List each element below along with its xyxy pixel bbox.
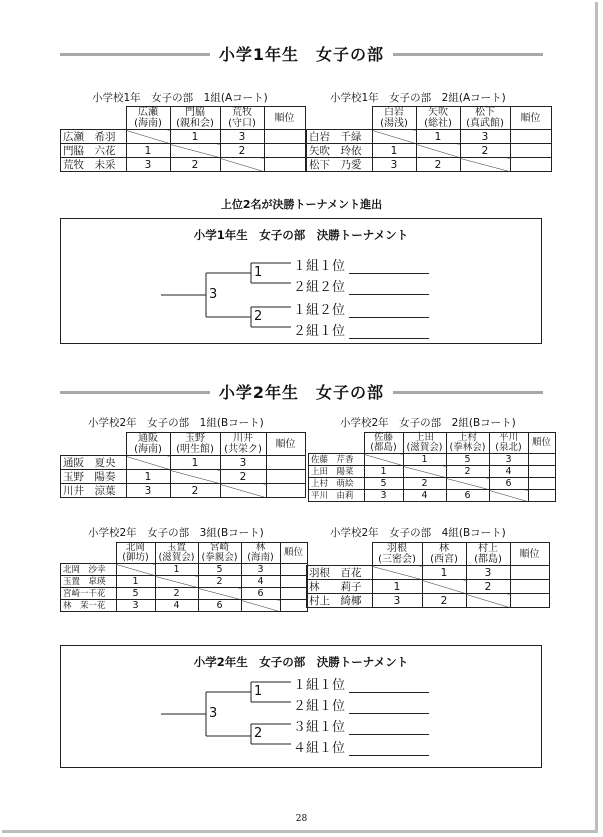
rank-cell bbox=[528, 478, 555, 490]
s2-group4-table bbox=[306, 542, 550, 608]
bracket-node: 1 bbox=[254, 684, 263, 699]
section-2-title: 小学2年生 女子の部 bbox=[218, 383, 385, 402]
col-header: 羽根 (三密会) bbox=[372, 543, 422, 566]
player-name: 上田 陽菜 bbox=[309, 466, 365, 478]
diag-cell bbox=[126, 456, 170, 470]
rank-header: 順位 bbox=[266, 433, 305, 456]
score-cell: 3 bbox=[460, 130, 510, 144]
score-cell: 3 bbox=[372, 158, 416, 172]
score-cell: 2 bbox=[170, 484, 220, 498]
diag-cell bbox=[446, 478, 489, 490]
score-cell: 6 bbox=[489, 478, 528, 490]
section-2-header bbox=[0, 380, 603, 404]
rank-cell bbox=[264, 130, 305, 144]
rank-cell bbox=[510, 566, 549, 580]
s2-group1-table bbox=[60, 432, 306, 498]
rank-cell bbox=[280, 600, 307, 612]
score-cell: 2 bbox=[220, 470, 266, 484]
s2-group3-title: 小学校2年 女子の部 3組(Bコート) bbox=[88, 527, 264, 539]
player-name: 林 莉子 bbox=[307, 580, 373, 594]
score-cell: 3 bbox=[466, 566, 510, 580]
score-cell: 3 bbox=[241, 564, 280, 576]
s1-group2-title: 小学校1年 女子の部 2組(Aコート) bbox=[330, 92, 506, 104]
s1-group1-table bbox=[60, 106, 306, 172]
player-name: 矢吹 玲依 bbox=[307, 144, 373, 158]
score-cell: 2 bbox=[460, 144, 510, 158]
col-header: 宮崎 (拳親会) bbox=[198, 543, 241, 564]
score-cell: 3 bbox=[364, 490, 403, 502]
diag-cell bbox=[241, 600, 280, 612]
score-cell: 3 bbox=[126, 484, 170, 498]
score-cell: 1 bbox=[422, 566, 466, 580]
col-header: 白岩 (湯浅) bbox=[372, 107, 416, 130]
player-name: 平川 由莉 bbox=[309, 490, 365, 502]
score-cell: 3 bbox=[372, 594, 422, 608]
diag-cell bbox=[372, 130, 416, 144]
player-name: 通阪 夏央 bbox=[61, 456, 127, 470]
score-cell: 2 bbox=[466, 580, 510, 594]
player-name: 上村 萌絵 bbox=[309, 478, 365, 490]
score-cell: 6 bbox=[446, 490, 489, 502]
player-name: 佐藤 芹香 bbox=[309, 454, 365, 466]
score-cell: 2 bbox=[198, 576, 241, 588]
score-cell: 2 bbox=[422, 594, 466, 608]
score-cell: 2 bbox=[403, 478, 446, 490]
bracket-slot: １組１位 bbox=[293, 255, 429, 274]
diag-cell bbox=[220, 484, 266, 498]
col-header: 玉置 (滋賀会) bbox=[155, 543, 198, 564]
corner-cell bbox=[307, 543, 373, 566]
score-cell: 1 bbox=[372, 144, 416, 158]
player-name: 松下 乃愛 bbox=[307, 158, 373, 172]
score-cell: 4 bbox=[241, 576, 280, 588]
rank-cell bbox=[528, 466, 555, 478]
bracket-node: 2 bbox=[254, 309, 263, 324]
rank-cell bbox=[266, 470, 305, 484]
rank-header: 順位 bbox=[264, 107, 305, 130]
score-cell: 2 bbox=[155, 588, 198, 600]
score-cell: 1 bbox=[170, 456, 220, 470]
col-header: 佐藤 (都島) bbox=[364, 433, 403, 454]
col-header: 村上 (都島) bbox=[466, 543, 510, 566]
score-cell: 3 bbox=[220, 456, 266, 470]
score-cell: 1 bbox=[403, 454, 446, 466]
score-cell: 1 bbox=[126, 144, 170, 158]
score-cell: 5 bbox=[116, 588, 155, 600]
rank-cell bbox=[510, 580, 549, 594]
col-header: 矢吹 (総社) bbox=[416, 107, 460, 130]
rank-cell bbox=[266, 484, 305, 498]
score-cell: 2 bbox=[416, 158, 460, 172]
rank-cell bbox=[266, 456, 305, 470]
rank-cell bbox=[528, 454, 555, 466]
rank-cell bbox=[510, 594, 549, 608]
col-header: 平川 (泉北) bbox=[489, 433, 528, 454]
corner-cell bbox=[61, 433, 127, 456]
rank-cell bbox=[280, 588, 307, 600]
bracket-slot: ２組１位 bbox=[293, 320, 429, 339]
s2-final-bracket bbox=[60, 645, 542, 768]
col-header: 玉野 (明生館) bbox=[170, 433, 220, 456]
bracket-node: 1 bbox=[254, 265, 263, 280]
player-name: 宮崎一千花 bbox=[61, 588, 117, 600]
diag-cell bbox=[364, 454, 403, 466]
rank-cell bbox=[528, 490, 555, 502]
score-cell: 4 bbox=[403, 490, 446, 502]
bracket-node: 3 bbox=[209, 287, 218, 302]
score-cell: 1 bbox=[364, 466, 403, 478]
col-header: 上村 (拳林会) bbox=[446, 433, 489, 454]
score-cell: 1 bbox=[372, 580, 422, 594]
col-header: 林 (海南) bbox=[241, 543, 280, 564]
bracket-title: 小学1年生 女子の部 決勝トーナメント bbox=[193, 228, 409, 242]
col-header: 通阪 (海南) bbox=[126, 433, 170, 456]
player-name: 北岡 沙幸 bbox=[61, 564, 117, 576]
s1-group1-title: 小学校1年 女子の部 1組(Aコート) bbox=[92, 92, 268, 104]
rank-header: 順位 bbox=[510, 107, 551, 130]
col-header: 林 (西宮) bbox=[422, 543, 466, 566]
score-cell: 1 bbox=[170, 130, 220, 144]
score-cell: 4 bbox=[155, 600, 198, 612]
score-cell: 5 bbox=[446, 454, 489, 466]
bracket-slot: ３組１位 bbox=[293, 716, 429, 735]
bracket-slot: ２組１位 bbox=[293, 695, 429, 714]
rank-cell bbox=[264, 144, 305, 158]
s1-final-bracket bbox=[60, 218, 542, 344]
s1-group2-table bbox=[306, 106, 552, 172]
bracket-node: 2 bbox=[254, 726, 263, 741]
rank-cell bbox=[510, 144, 551, 158]
score-cell: 6 bbox=[241, 588, 280, 600]
corner-cell bbox=[61, 107, 127, 130]
player-name: 羽根 百花 bbox=[307, 566, 373, 580]
s2-group2-title: 小学校2年 女子の部 2組(Bコート) bbox=[340, 417, 516, 429]
s2-group3-table bbox=[60, 542, 308, 612]
corner-cell bbox=[307, 107, 373, 130]
rank-cell bbox=[510, 130, 551, 144]
score-cell: 2 bbox=[220, 144, 264, 158]
corner-cell bbox=[309, 433, 365, 454]
diag-cell bbox=[460, 158, 510, 172]
score-cell: 3 bbox=[220, 130, 264, 144]
diag-cell bbox=[220, 158, 264, 172]
col-header: 松下 (真武館) bbox=[460, 107, 510, 130]
score-cell: 5 bbox=[198, 564, 241, 576]
diag-cell bbox=[466, 594, 510, 608]
col-header: 門脇 (親和会) bbox=[170, 107, 220, 130]
col-header: 北岡 (御坊) bbox=[116, 543, 155, 564]
col-header: 広瀬 (海南) bbox=[126, 107, 170, 130]
s2-group2-table bbox=[308, 432, 556, 502]
player-name: 林 茉一花 bbox=[61, 600, 117, 612]
score-cell: 2 bbox=[170, 158, 220, 172]
score-cell: 6 bbox=[198, 600, 241, 612]
score-cell: 3 bbox=[126, 158, 170, 172]
player-name: 荒牧 未采 bbox=[61, 158, 127, 172]
s2-group1-title: 小学校2年 女子の部 1組(Bコート) bbox=[88, 417, 264, 429]
diag-cell bbox=[126, 130, 170, 144]
rank-header: 順位 bbox=[510, 543, 549, 566]
diag-cell bbox=[416, 144, 460, 158]
diag-cell bbox=[422, 580, 466, 594]
rank-header: 順位 bbox=[280, 543, 307, 564]
col-header: 荒牧 (守口) bbox=[220, 107, 264, 130]
s2-group4-title: 小学校2年 女子の部 4組(Bコート) bbox=[330, 527, 506, 539]
score-cell: 1 bbox=[116, 576, 155, 588]
diag-cell bbox=[198, 588, 241, 600]
bracket-node: 3 bbox=[209, 706, 218, 721]
diag-cell bbox=[170, 470, 220, 484]
diag-cell bbox=[403, 466, 446, 478]
col-header: 川井 (共栄ク) bbox=[220, 433, 266, 456]
section-1-title: 小学1年生 女子の部 bbox=[218, 45, 385, 64]
diag-cell bbox=[155, 576, 198, 588]
page-number: 28 bbox=[295, 814, 308, 824]
player-name: 門脇 六花 bbox=[61, 144, 127, 158]
advancement-note: 上位2名が決勝トーナメント進出 bbox=[220, 198, 383, 211]
bracket-slot: ２組２位 bbox=[293, 276, 429, 295]
player-name: 村上 綺椰 bbox=[307, 594, 373, 608]
player-name: 玉置 皐瑛 bbox=[61, 576, 117, 588]
bracket-title: 小学2年生 女子の部 決勝トーナメント bbox=[193, 655, 409, 669]
rank-cell bbox=[280, 564, 307, 576]
diag-cell bbox=[170, 144, 220, 158]
corner-cell bbox=[61, 543, 117, 564]
section-1-header bbox=[0, 42, 603, 66]
player-name: 川井 涼葉 bbox=[61, 484, 127, 498]
rank-cell bbox=[280, 576, 307, 588]
bracket-slot: １組１位 bbox=[293, 674, 429, 693]
diag-cell bbox=[489, 490, 528, 502]
score-cell: 1 bbox=[416, 130, 460, 144]
rank-cell bbox=[510, 158, 551, 172]
score-cell: 2 bbox=[446, 466, 489, 478]
rank-cell bbox=[264, 158, 305, 172]
diag-cell bbox=[372, 566, 422, 580]
score-cell: 1 bbox=[126, 470, 170, 484]
diag-cell bbox=[116, 564, 155, 576]
player-name: 白岩 千緑 bbox=[307, 130, 373, 144]
score-cell: 3 bbox=[116, 600, 155, 612]
col-header: 上田 (滋賀会) bbox=[403, 433, 446, 454]
score-cell: 3 bbox=[489, 454, 528, 466]
player-name: 広瀬 希羽 bbox=[61, 130, 127, 144]
bracket-slot: １組２位 bbox=[293, 299, 429, 318]
score-cell: 5 bbox=[364, 478, 403, 490]
bracket-slot: ４組１位 bbox=[293, 737, 429, 756]
score-cell: 1 bbox=[155, 564, 198, 576]
player-name: 玉野 陽奏 bbox=[61, 470, 127, 484]
score-cell: 4 bbox=[489, 466, 528, 478]
rank-header: 順位 bbox=[528, 433, 555, 454]
